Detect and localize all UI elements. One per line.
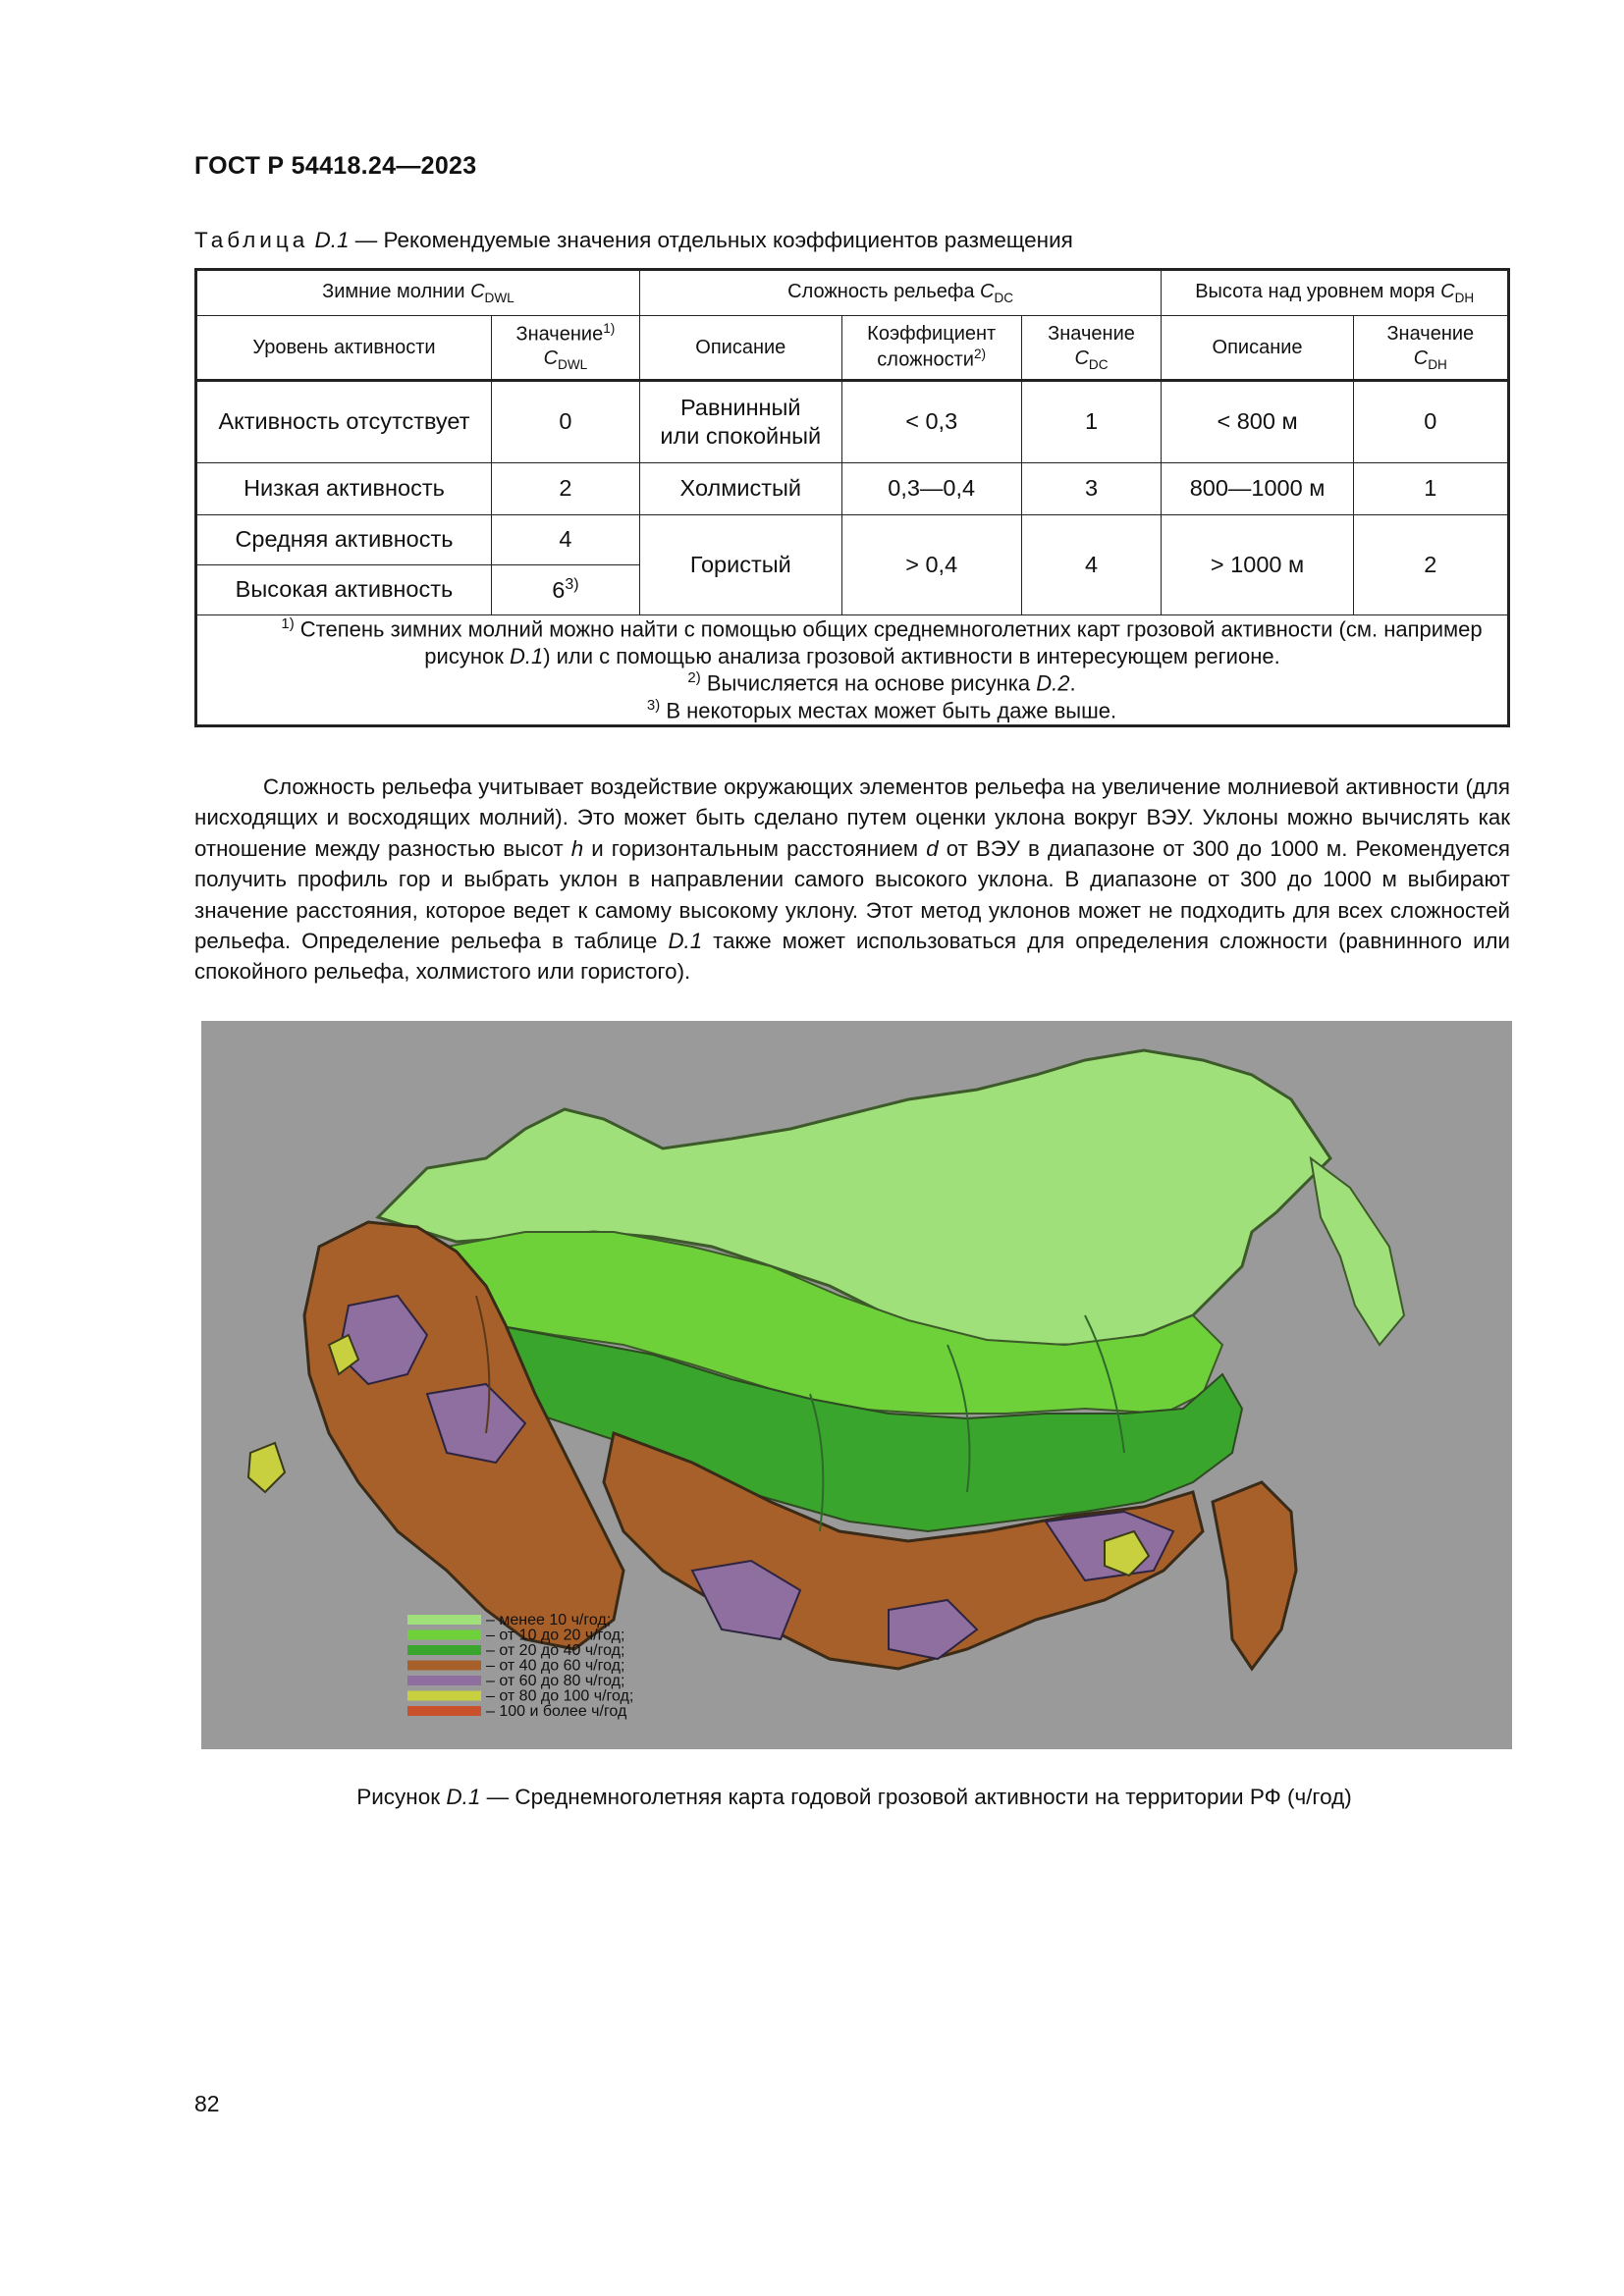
col-header-complexity-coef: Коэффициент сложности$^{2)}$ <box>841 316 1021 381</box>
col-header-activity-level: Уровень активности <box>196 316 492 381</box>
table-caption <box>194 228 1073 253</box>
footnote-2: $^{2)}$ Вычисляется на основе рисунка D.2. <box>687 669 1076 696</box>
legend-label: – менее 10 ч/год; <box>486 1612 612 1629</box>
footnote-3: $^{3)}$ В некоторых местах может быть даже выше. <box>646 697 1117 723</box>
figure-caption: Рисунок D.1 — Среднемноголетняя карта годовой грозовой активности на территории РФ (ч/год) <box>356 1785 1352 1809</box>
table-caption-ref: D.1 <box>314 228 350 252</box>
cdwl-value-cell: 4 <box>491 515 639 565</box>
coefficients-table <box>194 268 1510 727</box>
cdh-value-cell: 1 <box>1353 463 1508 515</box>
col-header-cdh-value: Значение $C_{DH}$ <box>1353 316 1508 381</box>
cdh-value-cell: 0 <box>1353 381 1508 463</box>
footnote-1: $^{1)}$ Степень зимних молний можно найти с помощью общих среднемноголетних карт грозовой активности (см. например рисунок D.1) или с помощью анализа грозовой активности в интересующем регионе. <box>281 615 1483 668</box>
height-description-cell: 800—1000 м <box>1162 463 1353 515</box>
document-header: ГОСТ Р 54418.24—2023 <box>194 152 477 180</box>
legend-label: – от 20 до 40 ч/год; <box>486 1642 625 1659</box>
table-notes <box>196 615 1509 726</box>
table-group-header-row <box>196 270 1509 316</box>
table-caption-text: — Рекомендуемые значения отдельных коэффициентов размещения <box>349 228 1073 252</box>
legend-swatch <box>407 1676 481 1685</box>
body-paragraph: Сложность рельефа учитывает воздействие окружающих элементов рельефа на увеличение молниевой активности (для нисходящих и восходящих молний). Это может быть сделано путем оценки уклона вокруг ВЭУ. Уклоны можно вычислять как отношение между разностью высот h и горизонтальным расстоянием d от ВЭУ в диапазоне от 300 до 1000 м. Рекомендуется получить профиль гор и выбрать уклон в направлении самого высокого уклона. В диапазоне от 300 до 1000 м выбирают значение расстояния, которое ведет к самому высокому уклону. Этот метод уклонов может не подходить для всех сложностей рельефа. Определение рельефа в таблице D.1 также может использоваться для определения сложности (равнинного или спокойного рельефа, холмистого или гористого). <box>194 774 1510 985</box>
table-row <box>196 515 1509 565</box>
activity-level-cell: Активность отсутствует <box>196 381 492 463</box>
cdwl-value-cell: 0 <box>491 381 639 463</box>
table-caption-word: Таблица <box>194 228 309 252</box>
col-header-cdc-value: Значение $C_{DC}$ <box>1021 316 1162 381</box>
cdc-value-cell: 3 <box>1021 463 1162 515</box>
legend-swatch <box>407 1691 481 1701</box>
legend-swatch <box>407 1630 481 1640</box>
legend-swatch <box>407 1661 481 1671</box>
legend-swatch <box>407 1706 481 1716</box>
page-number: 82 <box>194 2091 220 2116</box>
height-description-cell: > 1000 м <box>1162 515 1353 615</box>
complexity-coef-cell: > 0,4 <box>841 515 1021 615</box>
legend-swatch <box>407 1645 481 1655</box>
cdc-value-cell: 4 <box>1021 515 1162 615</box>
group-header-height: Высота над уровнем моря $C_{DH}$ <box>1162 270 1509 316</box>
cdh-value-cell: 2 <box>1353 515 1508 615</box>
col-header-cdwl-value: Значение$^{1)}$ $C_{DWL}$ <box>491 316 639 381</box>
cdwl-value-cell: 2 <box>491 463 639 515</box>
group-header-winter: Зимние молнии $C_{DWL}$ <box>196 270 640 316</box>
height-description-cell: < 800 м <box>1162 381 1353 463</box>
relief-description-cell: Холмистый <box>639 463 841 515</box>
activity-level-cell: Средняя активность <box>196 515 492 565</box>
thunderstorm-activity-map <box>201 1021 1512 1749</box>
relief-description-cell: Равнинный или спокойный <box>639 381 841 463</box>
cdwl-value-cell: 6$^{3)}$ <box>491 565 639 615</box>
legend-label: – от 40 до 60 ч/год; <box>486 1657 625 1675</box>
group-header-relief: Сложность рельефа $C_{DC}$ <box>639 270 1162 316</box>
table-column-header-row <box>196 316 1509 381</box>
complexity-coef-cell: 0,3—0,4 <box>841 463 1021 515</box>
activity-level-cell: Высокая активность <box>196 565 492 615</box>
legend-swatch <box>407 1615 481 1625</box>
relief-description-cell: Гористый <box>639 515 841 615</box>
legend-label: – от 80 до 100 ч/год; <box>486 1687 634 1705</box>
activity-level-cell: Низкая активность <box>196 463 492 515</box>
legend-label: – 100 и более ч/год <box>486 1703 627 1720</box>
cdc-value-cell: 1 <box>1021 381 1162 463</box>
legend-label: – от 10 до 20 ч/год; <box>486 1627 625 1644</box>
complexity-coef-cell: < 0,3 <box>841 381 1021 463</box>
table-row <box>196 463 1509 515</box>
table-row <box>196 381 1509 463</box>
col-header-height-description: Описание <box>1162 316 1353 381</box>
col-header-relief-description: Описание <box>639 316 841 381</box>
legend-label: – от 60 до 80 ч/год; <box>486 1673 625 1689</box>
table-notes-row <box>196 615 1509 726</box>
